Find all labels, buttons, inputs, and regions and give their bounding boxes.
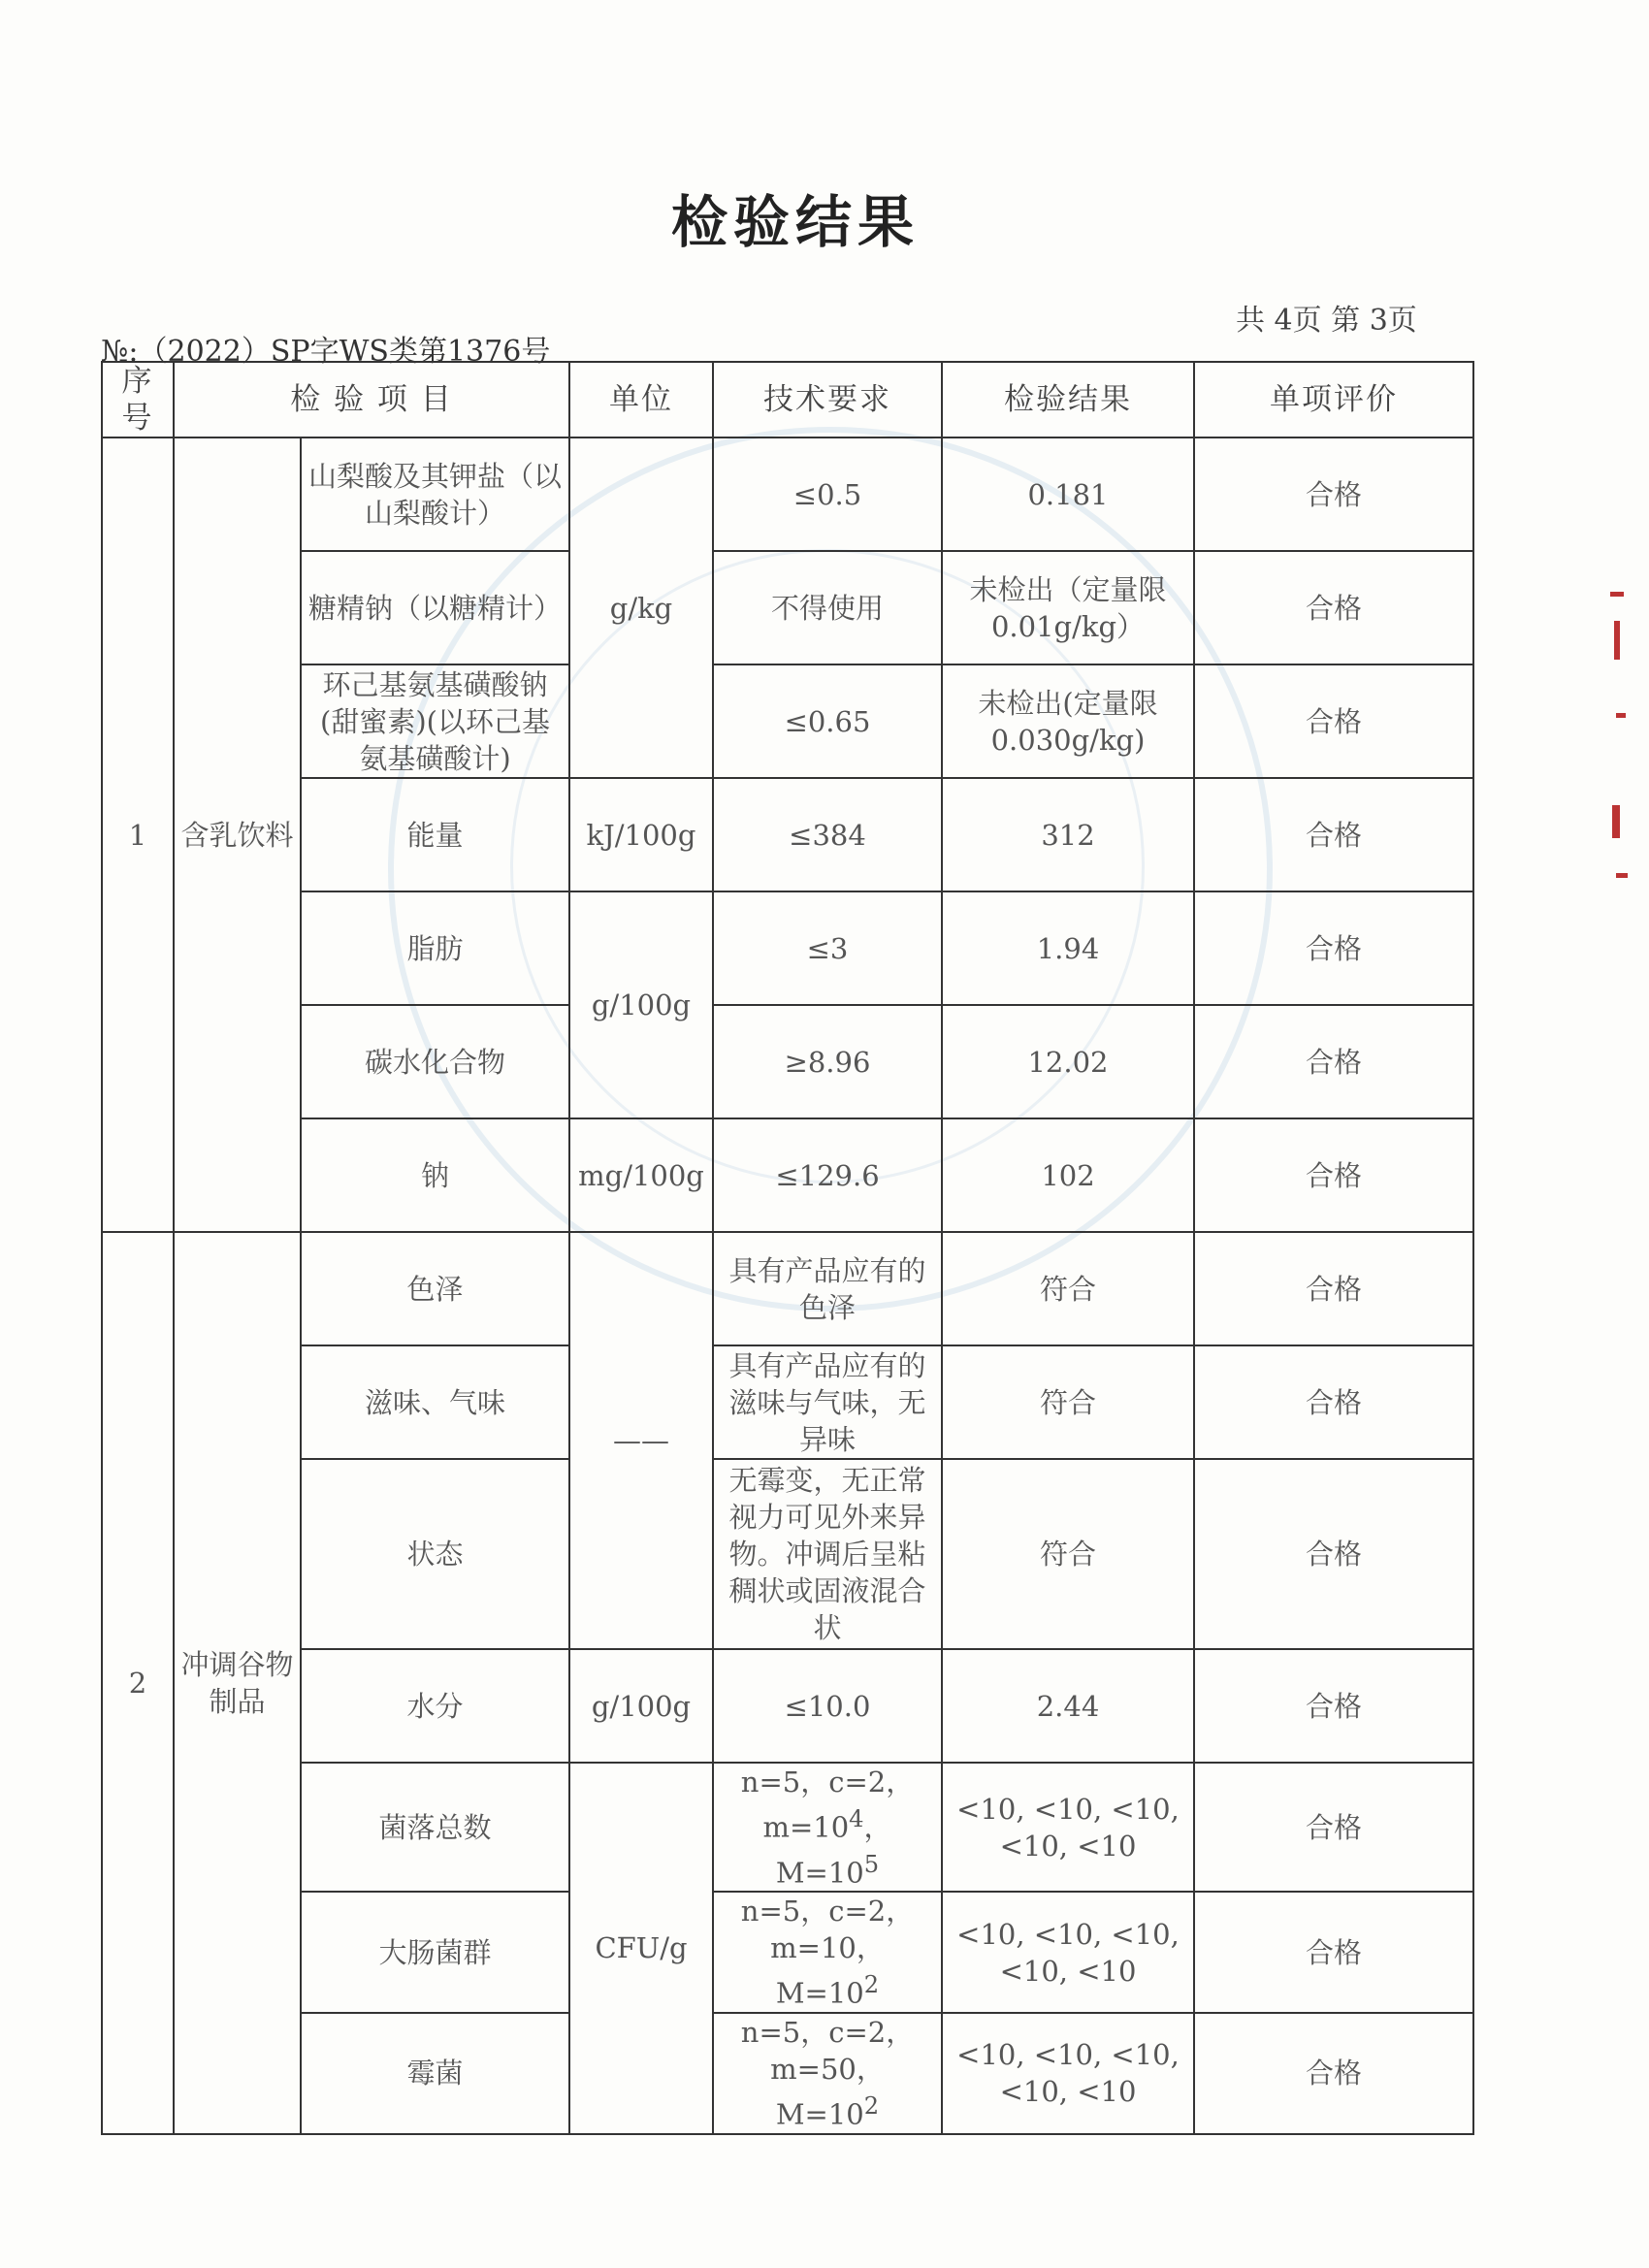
- item-evaluation: 合格: [1194, 551, 1473, 664]
- item-name: 环己基氨基磺酸钠(甜蜜素)(以环己基氨基磺酸计): [301, 664, 569, 778]
- header-evaluation: 单项评价: [1194, 362, 1473, 437]
- item-unit: kJ/100g: [569, 778, 713, 891]
- item-result: 312: [942, 778, 1194, 891]
- stamp-edge-mark: [1612, 805, 1620, 838]
- item-evaluation: 合格: [1194, 664, 1473, 778]
- item-result: 未检出（定量限0.01g/kg）: [942, 551, 1194, 664]
- results-table: [101, 361, 1474, 2135]
- item-evaluation: 合格: [1194, 891, 1473, 1005]
- table-row: [102, 1763, 1473, 1892]
- item-requirement: 具有产品应有的滋味与气味，无异味: [713, 1345, 942, 1459]
- table-row: [102, 664, 1473, 778]
- group-name: 含乳饮料: [174, 437, 301, 1232]
- item-name: 山梨酸及其钾盐（以山梨酸计）: [301, 437, 569, 551]
- item-result: <10, <10, <10, <10, <10: [942, 1892, 1194, 2013]
- item-name: 水分: [301, 1649, 569, 1763]
- item-name: 钠: [301, 1118, 569, 1232]
- group-name: 冲调谷物制品: [174, 1232, 301, 2134]
- item-name: 状态: [301, 1459, 569, 1649]
- table-row: [102, 1232, 1473, 1345]
- item-unit: ——: [569, 1232, 713, 1649]
- table-header-row: [102, 362, 1473, 437]
- page-title: 检验结果: [670, 189, 920, 255]
- stamp-edge-mark: [1610, 592, 1624, 597]
- item-result: 1.94: [942, 891, 1194, 1005]
- item-name: 大肠菌群: [301, 1892, 569, 2013]
- item-requirement: ≤0.5: [713, 437, 942, 551]
- item-evaluation: 合格: [1194, 1892, 1473, 2013]
- item-evaluation: 合格: [1194, 437, 1473, 551]
- item-evaluation: 合格: [1194, 1345, 1473, 1459]
- item-requirement: 不得使用: [713, 551, 942, 664]
- item-requirement: 具有产品应有的色泽: [713, 1232, 942, 1345]
- item-result: 0.181: [942, 437, 1194, 551]
- item-evaluation: 合格: [1194, 1005, 1473, 1118]
- table-row: [102, 1345, 1473, 1459]
- item-evaluation: 合格: [1194, 1459, 1473, 1649]
- table-row: [102, 1649, 1473, 1763]
- item-result: 12.02: [942, 1005, 1194, 1118]
- header-test-item: 检 验 项 目: [174, 362, 569, 437]
- item-evaluation: 合格: [1194, 1232, 1473, 1345]
- item-unit: CFU/g: [569, 1763, 713, 2134]
- item-unit: g/100g: [569, 891, 713, 1118]
- item-requirement: n=5，c=2， m=10，$M=10^2$: [713, 1892, 942, 2013]
- item-name: 碳水化合物: [301, 1005, 569, 1118]
- item-evaluation: 合格: [1194, 1763, 1473, 1892]
- item-unit: g/kg: [569, 437, 713, 778]
- item-requirement: n=5，c=2， $m=10^4$，$M=10^5$: [713, 1763, 942, 1892]
- item-evaluation: 合格: [1194, 1118, 1473, 1232]
- table-row: [102, 1892, 1473, 2013]
- item-unit: g/100g: [569, 1649, 713, 1763]
- header-requirement: 技术要求: [713, 362, 942, 437]
- table-row: [102, 1118, 1473, 1232]
- item-result: 符合: [942, 1459, 1194, 1649]
- stamp-edge-mark: [1616, 873, 1628, 878]
- item-requirement: ≤129.6: [713, 1118, 942, 1232]
- stamp-edge-mark: [1614, 621, 1620, 660]
- item-name: 能量: [301, 778, 569, 891]
- item-requirement: ≤384: [713, 778, 942, 891]
- item-requirement: ≤3: [713, 891, 942, 1005]
- report-number: №:（2022）SP字WS类第1376号: [101, 335, 551, 369]
- item-unit: mg/100g: [569, 1118, 713, 1232]
- group-number: 1: [102, 437, 174, 1232]
- table-row: [102, 2013, 1473, 2134]
- item-requirement: ≥8.96: [713, 1005, 942, 1118]
- table-row: [102, 778, 1473, 891]
- item-requirement: 无霉变，无正常视力可见外来异物。冲调后呈粘稠状或固液混合状: [713, 1459, 942, 1649]
- item-result: <10, <10, <10, <10, <10: [942, 1763, 1194, 1892]
- item-name: 色泽: [301, 1232, 569, 1345]
- group-number: 2: [102, 1232, 174, 2134]
- item-name: 脂肪: [301, 891, 569, 1005]
- header-result: 检验结果: [942, 362, 1194, 437]
- item-result: 102: [942, 1118, 1194, 1232]
- item-requirement: n=5，c=2， m=50，$M=10^2$: [713, 2013, 942, 2134]
- item-name: 霉菌: [301, 2013, 569, 2134]
- item-result: 未检出(定量限0.030g/kg): [942, 664, 1194, 778]
- header-unit: 单位: [569, 362, 713, 437]
- item-result: <10, <10, <10, <10, <10: [942, 2013, 1194, 2134]
- item-evaluation: 合格: [1194, 2013, 1473, 2134]
- item-result: 符合: [942, 1345, 1194, 1459]
- stamp-edge-mark: [1616, 713, 1626, 718]
- item-result: 2.44: [942, 1649, 1194, 1763]
- table-row: [102, 437, 1473, 551]
- item-name: 滋味、气味: [301, 1345, 569, 1459]
- table-row: [102, 1005, 1473, 1118]
- table-row: [102, 1459, 1473, 1649]
- table-row: [102, 551, 1473, 664]
- item-requirement: ≤0.65: [713, 664, 942, 778]
- item-evaluation: 合格: [1194, 778, 1473, 891]
- page-indicator: 共 4页 第 3页: [1236, 304, 1417, 338]
- item-name: 糖精钠（以糖精计）: [301, 551, 569, 664]
- header-index: 序号: [102, 362, 174, 437]
- item-requirement: ≤10.0: [713, 1649, 942, 1763]
- item-evaluation: 合格: [1194, 1649, 1473, 1763]
- table-row: [102, 891, 1473, 1005]
- item-name: 菌落总数: [301, 1763, 569, 1892]
- item-result: 符合: [942, 1232, 1194, 1345]
